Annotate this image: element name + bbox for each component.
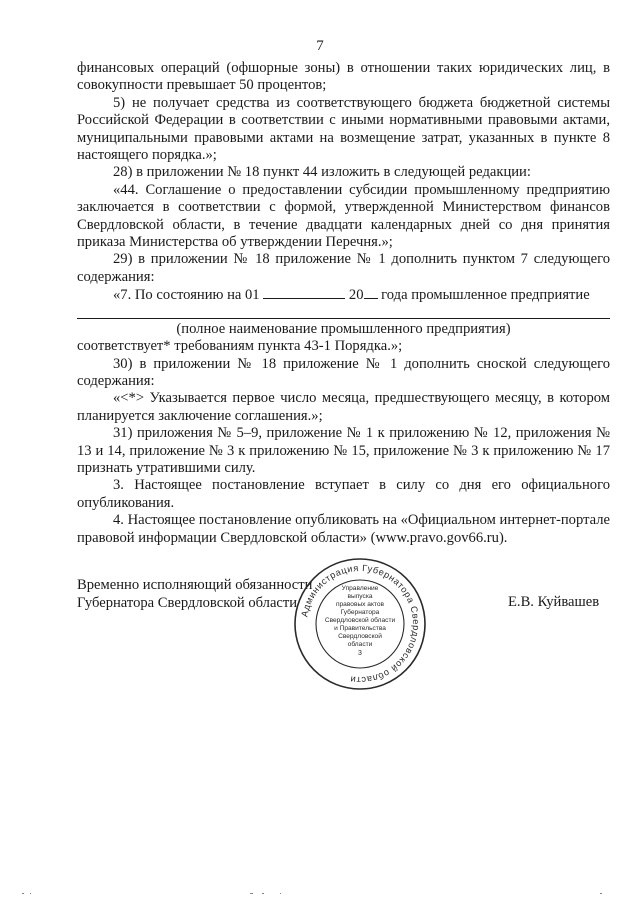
paragraph: «<*> Указывается первое число месяца, предшествующего месяцу, в котором планируется заключение соглашения.»;: [77, 390, 610, 424]
document-body: [77, 60, 610, 547]
signatory-name: Е.В. Куйвашев: [508, 594, 600, 610]
form-line: [77, 286, 610, 304]
blank-field: [263, 286, 345, 299]
form-text: «7. По состоянию на 01: [113, 287, 260, 304]
paragraph: 31) приложения № 5–9, приложение № 1 к приложению № 12, приложения № 13 и 14, приложение № 3 к приложению № 15, приложение № 3 к приложению № 17 признать утратившими силу.: [77, 425, 610, 476]
stamp-line: Губернатора: [340, 609, 380, 616]
official-stamp: [293, 557, 427, 691]
position-line: Губернатора Свердловской области: [77, 595, 298, 611]
paragraph: «44. Соглашение о предоставлении субсидии промышленному предприятию заключается в соответствии с формой, утвержденной Министерством финансов Свердловской области, в течение двадцати календарных дней со дня принятия приказа Министерства об утверждении Перечня.»;: [77, 181, 610, 251]
stamp-line: правовых актов: [335, 601, 385, 608]
field-caption: (полное наименование промышленного предприятия): [176, 320, 511, 337]
paragraph: 28) в приложении № 18 пункт 44 изложить в следующей редакции:: [113, 164, 531, 181]
blank-line: [77, 312, 610, 319]
stamp-line: и Правительства: [334, 625, 386, 632]
svg-text:Администрация Губернатора Свер: [299, 563, 421, 685]
paragraph: 5) не получает средства из соответствующего бюджета бюджетной системы Российской Федерации в соответствии с иными нормативными правовыми актами, муниципальными правовыми актами на возмещение затрат, указанных в пункте 8 настоящего порядка.»;: [77, 94, 610, 164]
form-text: года промышленное предприятие: [381, 287, 590, 304]
stamp-line: выпуска: [347, 593, 373, 600]
blank-field: [364, 286, 378, 299]
position-line: Временно исполняющий обязанности: [77, 577, 313, 593]
stamp-line: Свердловской: [338, 633, 382, 640]
page-number: 7: [316, 38, 324, 54]
stamp-line: 3: [358, 650, 362, 657]
paragraph: 29) в приложении № 18 приложение № 1 дополнить пунктом 7 следующего содержания:: [77, 251, 610, 285]
form-text: 20: [348, 287, 364, 304]
stamp-ring-text: Администрация Губернатора Свердловской области: [299, 562, 422, 686]
paragraph: 4. Настоящее постановление опубликовать на «Официальном интернет-портале правовой информации Свердловской области» (www.pravo.gov66.ru).: [77, 512, 610, 546]
signatory-position: [77, 576, 312, 612]
paragraph: 3. Настоящее постановление вступает в силу со дня его официального опубликования.: [77, 477, 610, 511]
paragraph: финансовых операций (офшорные зоны) в отношении таких юридических лиц, в совокупности превышает 50 процентов;: [77, 60, 610, 94]
stamp-line: Свердловской области: [324, 617, 396, 624]
scan-artifact-dots: [0, 893, 640, 895]
paragraph: соответствует* требованиям пункта 43-1 Порядка.»;: [77, 338, 403, 355]
paragraph: 30) в приложении № 18 приложение № 1 дополнить сноской следующего содержания:: [77, 355, 610, 389]
stamp-line: области: [347, 641, 373, 648]
stamp-line: Управление: [341, 585, 379, 592]
